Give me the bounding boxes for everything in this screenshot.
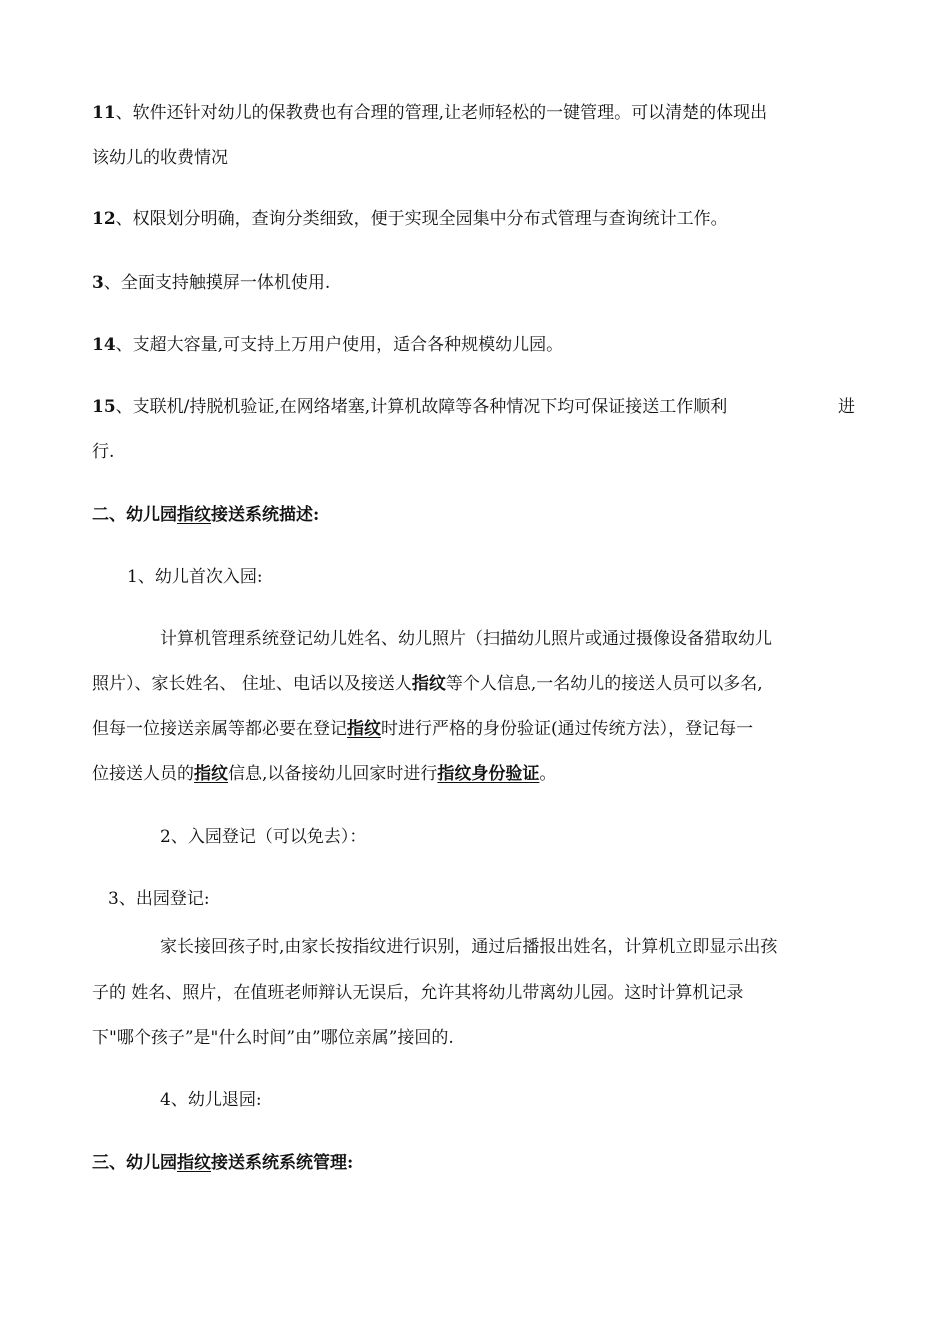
section-3-heading-prefix: 三、幼儿园 — [92, 1153, 177, 1173]
subsection-4-title: 4、幼儿退园: — [160, 1090, 262, 1110]
fingerprint-link[interactable]: 指纹 — [194, 764, 228, 784]
section-3-heading — [92, 1152, 353, 1174]
item-11-text: 、软件还针对幼儿的保教费也有合理的管理,让老师轻松的一键管理。可以清楚的体现出 — [115, 103, 768, 123]
item-11-line-2: 该幼儿的收费情况 — [92, 148, 228, 168]
keyword-fingerprint: 指纹 — [411, 674, 446, 694]
section-2-heading-prefix: 二、幼儿园 — [92, 505, 177, 525]
section-2-heading — [92, 504, 319, 526]
item-14-number: 14 — [92, 335, 116, 355]
sub1-line-2-text-b: 等个人信息,一名幼儿的接送人员可以多名, — [445, 674, 763, 694]
sub3-paragraph-line-2: 子的 姓名、照片，在值班老师辩认无误后，允许其将幼儿带离幼儿园。这时计算机记录 — [92, 983, 744, 1003]
item-15-line-2: 行. — [92, 442, 115, 462]
sub1-paragraph-line-3 — [92, 718, 753, 740]
subsection-1-title: 1、幼儿首次入园: — [127, 567, 263, 587]
item-15-text: 、支联机/持脱机验证,在网络堵塞,计算机故障等各种情况下均可保证接送工作顺利 — [115, 397, 728, 417]
item-12-text: 、权限划分明确，查询分类细致，便于实现全园集中分布式管理与查询统计工作。 — [115, 209, 728, 229]
fingerprint-identity-verification-link[interactable]: 指纹身份验证 — [437, 764, 540, 784]
item-15-line-1-end: 进 — [838, 397, 855, 417]
sub1-line-2-text-a: 照片）、家长姓名、 住址、电话以及接送人 — [92, 674, 412, 694]
sub1-paragraph-line-4 — [92, 763, 556, 785]
sub3-paragraph-line-3: 下"哪个孩子”是"什么时间”由”哪位亲属”接回的. — [92, 1028, 454, 1048]
item-15-number: 15 — [92, 397, 116, 417]
sub1-paragraph-line-1: 计算机管理系统登记幼儿姓名、幼儿照片（扫描幼儿照片或通过摄像设备猎取幼儿 — [160, 629, 772, 649]
item-12 — [92, 208, 728, 230]
item-3 — [92, 272, 330, 294]
section-3-heading-suffix: 接送系统系统管理: — [211, 1153, 354, 1173]
sub1-line-3-text-a: 但每一位接送亲属等都必要在登记 — [92, 719, 347, 739]
item-3-number: 3 — [92, 273, 104, 293]
section-2-heading-suffix: 接送系统描述: — [211, 505, 320, 525]
sub1-paragraph-line-2 — [92, 673, 763, 695]
sub1-line-4-text-a: 位接送人员的 — [92, 764, 194, 784]
sub3-paragraph-line-1: 家长接回孩子时,由家长按指纹进行识别，通过后播报出姓名，计算机立即显示出孩 — [160, 937, 778, 957]
item-15-line-1 — [92, 396, 727, 418]
fingerprint-link[interactable]: 指纹 — [177, 505, 211, 525]
subsection-3-title: 3、出园登记: — [108, 889, 210, 909]
fingerprint-link[interactable]: 指纹 — [347, 719, 381, 739]
sub1-line-4-text-c: 。 — [539, 764, 557, 784]
fingerprint-link[interactable]: 指纹 — [177, 1153, 211, 1173]
item-3-text: 、全面支持触摸屏一体机使用. — [103, 273, 331, 293]
item-11-line-1 — [92, 102, 767, 124]
item-14-text: 、支超大容量,可支持上万用户使用，适合各种规模幼儿园。 — [115, 335, 564, 355]
item-11-number: 11 — [92, 103, 116, 123]
subsection-2-title: 2、入园登记（可以免去）： — [160, 827, 367, 847]
sub1-line-3-text-b: 时进行严格的身份验证(通过传统方法），登记每一 — [381, 719, 754, 739]
item-14 — [92, 334, 563, 356]
sub1-line-4-text-b: 信息,以备接幼儿回家时进行 — [228, 764, 438, 784]
item-12-number: 12 — [92, 209, 116, 229]
